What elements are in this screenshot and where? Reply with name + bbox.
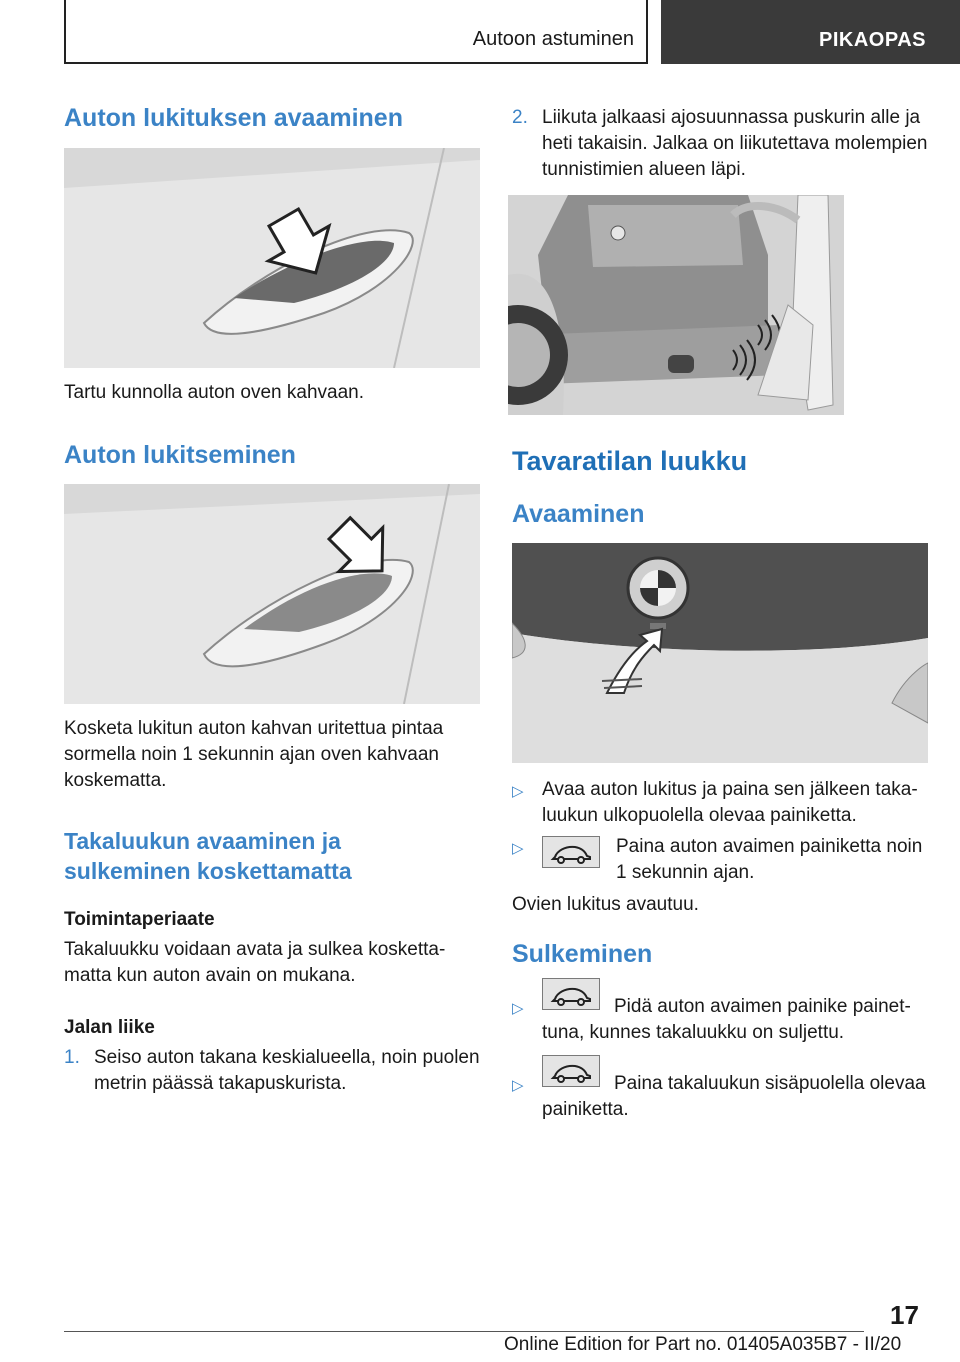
unlock-caption: Tartu kunnolla auton oven kahvaan. bbox=[64, 382, 364, 403]
doors-unlock-text: Ovien lukitus avautuu. bbox=[512, 894, 699, 915]
heading-unlock: Auton lukituksen avaaminen bbox=[64, 104, 403, 132]
step1-text: Seiso auton takana keskialueella, noin puolen metrin päässä takapuskurista. bbox=[94, 1047, 480, 1094]
car-key-button-icon bbox=[542, 836, 600, 868]
foot-title: Jalan liike bbox=[64, 1017, 155, 1038]
heading-closing: Sulkeminen bbox=[512, 940, 653, 968]
bullet-marker: ▷ bbox=[512, 840, 524, 857]
bullet-marker: ▷ bbox=[512, 783, 524, 800]
heading-lock: Auton lukitseminen bbox=[64, 441, 296, 469]
bullet3-text: Pidä auton avaimen painike painettuna, kunnes takaluukku on suljettu. bbox=[542, 996, 911, 1043]
footer-edition: Online Edition for Part no. 01405A035B7 - II/20 bbox=[504, 1334, 902, 1355]
bmw-logo-icon bbox=[628, 558, 688, 618]
principle-title: Toimintaperiaate bbox=[64, 909, 215, 930]
header-section-title: Autoon astuminen bbox=[472, 28, 634, 50]
page-number: 17 bbox=[890, 1300, 919, 1330]
bullet-marker: ▷ bbox=[512, 1000, 524, 1017]
footer-divider bbox=[64, 1331, 864, 1332]
lock-caption: Kosketa lukitun auton kahvan uritettua pintaa sormella noin 1 sekunnin ajan oven kahvaan koskematta. bbox=[64, 718, 444, 791]
bullet1-text: Avaa auton lukitus ja paina sen jälkeen takaluukun ulkopuolella olevaa painiketta. bbox=[542, 779, 918, 826]
tailgate-button-illustration bbox=[512, 543, 928, 763]
heading-trunk-line2: sulkeminen koskettamatta bbox=[64, 858, 352, 884]
heading-trunk-line1: Takaluukun avaaminen ja bbox=[64, 828, 341, 854]
heading-opening: Avaaminen bbox=[512, 500, 645, 528]
step2-number: 2. bbox=[512, 107, 528, 128]
foot-gesture-illustration bbox=[508, 195, 844, 415]
bullet2-text: Paina auton avaimen painiketta noin 1 sekunnin ajan. bbox=[616, 836, 923, 883]
step2-text: Liikuta jalkaasi ajosuunnassa puskurin alle ja heti takaisin. Jalkaa on liikutettava molempien tunnistimien alueen läpi. bbox=[542, 107, 928, 180]
bmw-logo-icon bbox=[611, 226, 625, 240]
bullet-marker: ▷ bbox=[512, 1077, 524, 1094]
door-handle-lock-illustration bbox=[64, 484, 480, 704]
principle-text: Takaluukku voidaan avata ja sulkea koskettamatta kun auton avain on mukana. bbox=[64, 939, 446, 986]
header-tab-label: PIKAOPAS bbox=[819, 29, 926, 51]
step1-number: 1. bbox=[64, 1047, 80, 1068]
bullet4-text: Paina takaluukun sisäpuolella olevaa painiketta. bbox=[542, 1073, 926, 1120]
door-handle-unlock-illustration bbox=[64, 148, 480, 368]
header-tab bbox=[661, 0, 960, 64]
heading-tailgate: Tavaratilan luukku bbox=[512, 446, 748, 476]
